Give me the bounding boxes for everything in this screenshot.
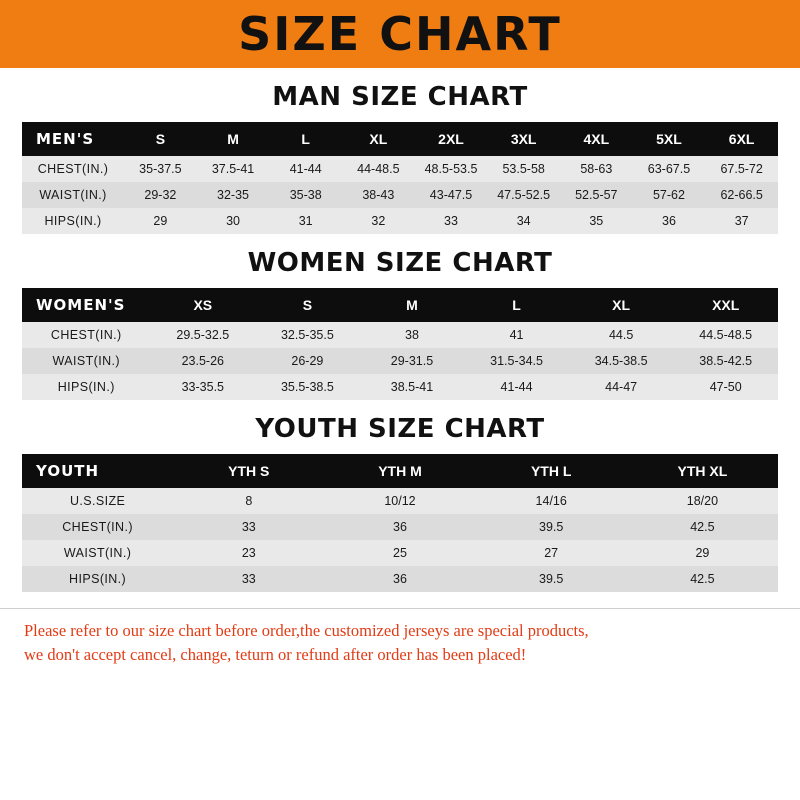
cell: 44-48.5	[342, 156, 415, 182]
cell: 32.5-35.5	[255, 322, 360, 348]
section-man	[0, 82, 800, 234]
row-label: WAIST(IN.)	[22, 182, 124, 208]
column-header: YTH M	[324, 454, 475, 488]
column-header: 3XL	[487, 122, 560, 156]
cell: 42.5	[627, 514, 778, 540]
cell: 33	[173, 566, 324, 592]
cell: 33	[173, 514, 324, 540]
cell: 38	[360, 322, 465, 348]
section-title-youth: YOUTH SIZE CHART	[255, 414, 545, 444]
cell: 33	[415, 208, 488, 234]
cell: 27	[476, 540, 627, 566]
table-row	[22, 322, 778, 348]
section-youth	[0, 414, 800, 592]
section-title-women: WOMEN SIZE CHART	[247, 248, 553, 278]
cell: 33-35.5	[151, 374, 256, 400]
table-row	[22, 488, 778, 514]
man-size-table	[22, 122, 778, 234]
cell: 36	[324, 514, 475, 540]
cell: 44.5-48.5	[673, 322, 778, 348]
column-header: 6XL	[705, 122, 778, 156]
cell: 36	[633, 208, 706, 234]
row-label: CHEST(IN.)	[22, 514, 173, 540]
cell: 26-29	[255, 348, 360, 374]
cell: 37.5-41	[197, 156, 270, 182]
cell: 10/12	[324, 488, 475, 514]
column-header: M	[197, 122, 270, 156]
cell: 31.5-34.5	[464, 348, 569, 374]
cell: 41-44	[269, 156, 342, 182]
cell: 23.5-26	[151, 348, 256, 374]
cell: 39.5	[476, 566, 627, 592]
cell: 47-50	[673, 374, 778, 400]
cell: 32	[342, 208, 415, 234]
table-row	[22, 514, 778, 540]
column-header: XS	[151, 288, 256, 322]
column-header: L	[269, 122, 342, 156]
column-header: XL	[569, 288, 674, 322]
table-row	[22, 374, 778, 400]
cell: 31	[269, 208, 342, 234]
row-label: CHEST(IN.)	[22, 156, 124, 182]
cell: 35-38	[269, 182, 342, 208]
cell: 18/20	[627, 488, 778, 514]
section-title-man: MAN SIZE CHART	[272, 82, 528, 112]
column-header: 5XL	[633, 122, 706, 156]
cell: 53.5-58	[487, 156, 560, 182]
cell: 29-32	[124, 182, 197, 208]
women-size-table	[22, 288, 778, 400]
table-row	[22, 156, 778, 182]
table-row	[22, 540, 778, 566]
column-header: M	[360, 288, 465, 322]
column-header: S	[124, 122, 197, 156]
table-header-row	[22, 122, 778, 156]
cell: 29	[627, 540, 778, 566]
column-header: YOUTH	[22, 454, 173, 488]
banner	[0, 0, 800, 68]
cell: 47.5-52.5	[487, 182, 560, 208]
row-label: U.S.SIZE	[22, 488, 173, 514]
column-header: XXL	[673, 288, 778, 322]
column-header: YTH XL	[627, 454, 778, 488]
table-row	[22, 566, 778, 592]
cell: 63-67.5	[633, 156, 706, 182]
cell: 37	[705, 208, 778, 234]
column-header: 2XL	[415, 122, 488, 156]
youth-size-table	[22, 454, 778, 592]
row-label: HIPS(IN.)	[22, 566, 173, 592]
cell: 41-44	[464, 374, 569, 400]
cell: 43-47.5	[415, 182, 488, 208]
table-row	[22, 182, 778, 208]
cell: 32-35	[197, 182, 270, 208]
table-header-row	[22, 454, 778, 488]
column-header: WOMEN'S	[22, 288, 151, 322]
cell: 35	[560, 208, 633, 234]
footer-note-line-2: we don't accept cancel, change, teturn or refund after order has been placed!	[24, 644, 527, 664]
row-label: CHEST(IN.)	[22, 322, 151, 348]
column-header: YTH L	[476, 454, 627, 488]
column-header: S	[255, 288, 360, 322]
cell: 38.5-42.5	[673, 348, 778, 374]
row-label: HIPS(IN.)	[22, 374, 151, 400]
table-header-row	[22, 288, 778, 322]
cell: 35-37.5	[124, 156, 197, 182]
cell: 14/16	[476, 488, 627, 514]
row-label: HIPS(IN.)	[22, 208, 124, 234]
section-women	[0, 248, 800, 400]
row-label: WAIST(IN.)	[22, 348, 151, 374]
cell: 36	[324, 566, 475, 592]
table-row	[22, 208, 778, 234]
cell: 62-66.5	[705, 182, 778, 208]
cell: 38-43	[342, 182, 415, 208]
row-label: WAIST(IN.)	[22, 540, 173, 566]
page-title: SIZE CHART	[238, 7, 562, 61]
cell: 67.5-72	[705, 156, 778, 182]
column-header: L	[464, 288, 569, 322]
cell: 23	[173, 540, 324, 566]
cell: 42.5	[627, 566, 778, 592]
table-row	[22, 348, 778, 374]
cell: 34	[487, 208, 560, 234]
cell: 48.5-53.5	[415, 156, 488, 182]
cell: 8	[173, 488, 324, 514]
cell: 52.5-57	[560, 182, 633, 208]
cell: 25	[324, 540, 475, 566]
cell: 29-31.5	[360, 348, 465, 374]
cell: 39.5	[476, 514, 627, 540]
cell: 57-62	[633, 182, 706, 208]
cell: 38.5-41	[360, 374, 465, 400]
cell: 30	[197, 208, 270, 234]
cell: 58-63	[560, 156, 633, 182]
cell: 29.5-32.5	[151, 322, 256, 348]
footer-note	[0, 608, 800, 667]
column-header: 4XL	[560, 122, 633, 156]
footer-note-line-1: Please refer to our size chart before order,the customized jerseys are special products,	[24, 621, 589, 640]
column-header: MEN'S	[22, 122, 124, 156]
cell: 34.5-38.5	[569, 348, 674, 374]
cell: 44-47	[569, 374, 674, 400]
cell: 41	[464, 322, 569, 348]
cell: 35.5-38.5	[255, 374, 360, 400]
cell: 29	[124, 208, 197, 234]
column-header: XL	[342, 122, 415, 156]
column-header: YTH S	[173, 454, 324, 488]
cell: 44.5	[569, 322, 674, 348]
